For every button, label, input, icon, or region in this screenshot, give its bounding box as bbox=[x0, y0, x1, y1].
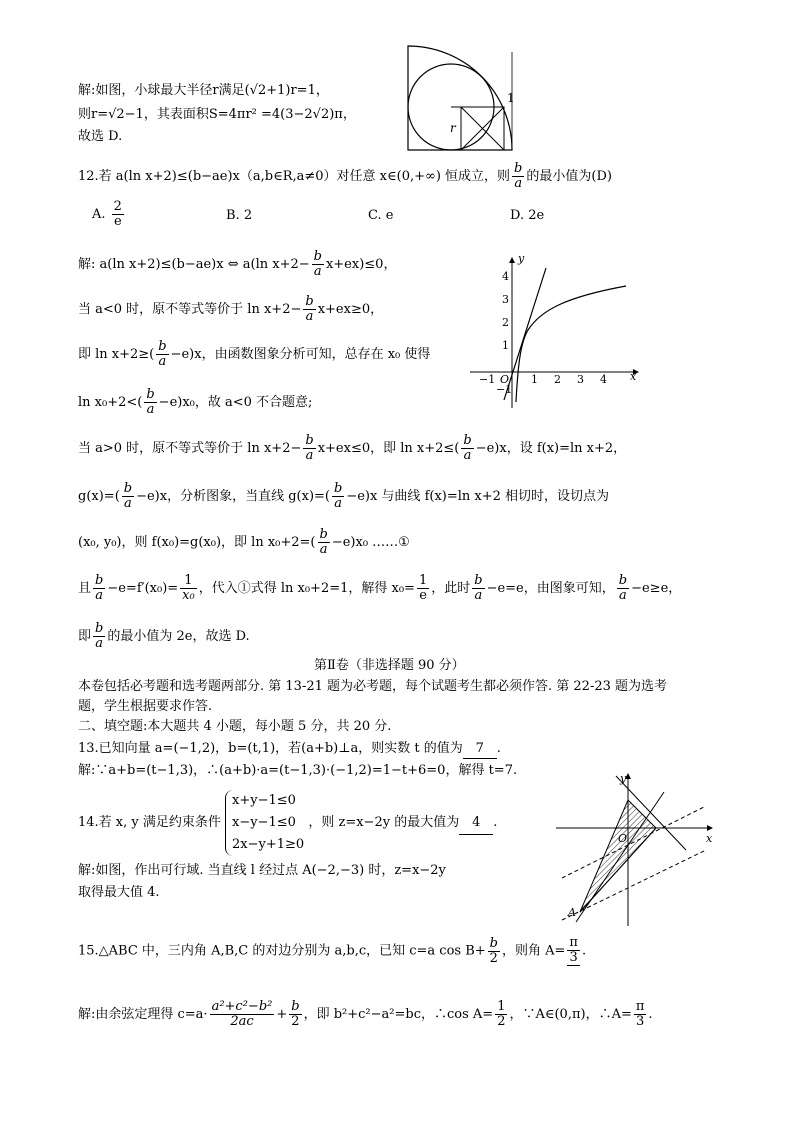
q12-solution-line-4: ln x₀+2<( $\frac{b}{a}$ −e)x₀，故 a<0 不合题意; bbox=[78, 387, 313, 417]
constraint-system: x+y−1≤0 x−y−1≤0 2x−y+1≥0 bbox=[225, 790, 304, 856]
part2-intro-1: 本卷包括必考题和选考题两部分. 第 13-21 题为必考题，每个试题考生都必须作答. 第 22-23 题为选考 bbox=[78, 679, 668, 694]
q13-answer: 7 bbox=[463, 740, 497, 759]
option-b: B. 2 bbox=[226, 208, 253, 223]
q11-solution-line-1: 解:如图，小球最大半径r满足(√2+1)r=1， bbox=[78, 83, 329, 98]
q12-solution-line-2: 当 a<0 时，原不等式等价于 ln x+2− $\frac{b}{a}$ x+ex≥0， bbox=[78, 294, 384, 324]
feasible-region-graph bbox=[556, 770, 716, 928]
q14-solution-2: 取得最大值 4. bbox=[78, 885, 160, 900]
label-r: r bbox=[450, 121, 456, 135]
quarter-circle-arc bbox=[408, 46, 512, 150]
part2-intro-2: 题，学生根据要求作答. bbox=[78, 699, 213, 714]
q12-solution-line-8: 且 $\frac{b}{a}$ −e=f′(x₀)= $\frac{1}{\text{x₀}}$ ，代入①式得 ln x₀+2=1，解得 x₀= $\frac{1}{e}$ ，此时 $\frac{b}{a}$ −e=e，由图象可知， $\frac{b}{a}$ −e≥e， bbox=[78, 573, 682, 603]
q11-solution-line-3: 故选 D. bbox=[78, 129, 123, 144]
q13-solution: 解:∵a+b=(t−1,3)，∴(a+b)·a=(t−1,3)·(−1,2)=1−t+6=0，解得 t=7. bbox=[78, 763, 518, 778]
y-tick: −1 bbox=[496, 383, 513, 396]
q11-solution-line-2: 则r=√2−1，其表面积S=4πr² =4(3−2√2)π， bbox=[78, 107, 356, 122]
y-tick: 3 bbox=[502, 293, 509, 306]
q14-answer: 4 bbox=[459, 812, 493, 835]
tangent-line bbox=[504, 268, 546, 400]
q12-solution-line-6: g(x)=( $\frac{b}{a}$ −e)x，分析图象，当直线 g(x)=( $\frac{b}{a}$ −e)x 与曲线 f(x)=ln x+2 相切时，设切点为 bbox=[78, 481, 610, 511]
fraction-b-over-a: $\frac{b}{a}$ bbox=[514, 161, 523, 191]
y-axis-label: y bbox=[518, 252, 525, 265]
y-tick: 1 bbox=[502, 339, 509, 352]
y-axis-label: y bbox=[620, 772, 627, 785]
q12-solution-line-5: 当 a>0 时，原不等式等价于 ln x+2− $\frac{b}{a}$ x+ex≤0，即 ln x+2≤( $\frac{b}{a}$ −e)x，设 f(x)=ln x+2， bbox=[78, 433, 627, 463]
label-one: 1 bbox=[507, 91, 515, 105]
q14-solution-1: 解:如图，作出可行域. 当直线 l 经过点 A(−2,−3) 时，z=x−2y bbox=[78, 863, 446, 878]
x-tick: 1 bbox=[531, 373, 538, 386]
x-axis-label: x bbox=[630, 370, 637, 383]
point-a-label: A bbox=[568, 906, 576, 919]
q12-stem: 12.若 a(ln x+2)≤(b−ae)x（a,b∈R,a≠0）对任意 x∈(0,+∞) 恒成立，则 $\frac{b}{a}$ 的最小值为(D) bbox=[78, 161, 612, 191]
feasible-region bbox=[580, 800, 656, 912]
option-d: D. 2e bbox=[510, 208, 545, 223]
q14-stem: 14.若 x, y 满足约束条件 x+y−1≤0 x−y−1≤0 2x−y+1≥0 ，则 z=x−2y 的最大值为 4 . bbox=[78, 790, 497, 856]
x-tick: 2 bbox=[554, 373, 561, 386]
x-tick: 3 bbox=[577, 373, 584, 386]
section-heading: 二、填空题:本大题共 4 小题，每小题 5 分，共 20 分. bbox=[78, 719, 392, 734]
option-a: A. $\frac{2}{e}$ bbox=[92, 199, 122, 229]
option-c: C. e bbox=[368, 208, 394, 223]
y-tick: 4 bbox=[502, 270, 509, 283]
part2-title: 第Ⅱ卷（非选择题 90 分） bbox=[314, 658, 465, 673]
x-tick: −1 bbox=[479, 373, 496, 386]
y-tick: 2 bbox=[502, 316, 509, 329]
q12-solution-line-1: 解: a(ln x+2)≤(b−ae)x ⇔ a(ln x+2− $\frac{b}{a}$ x+ex)≤0， bbox=[78, 249, 397, 279]
q15-stem: 15.△ABC 中，三内角 A,B,C 的对边分别为 a,b,c，已知 c=a cos B+ $\frac{b}{2}$ ，则角 A= $\frac{\pi}{3}$ . bbox=[78, 935, 587, 966]
objective-line-shifted bbox=[562, 850, 706, 920]
q13-stem: 13.已知向量 a=(−1,2)，b=(t,1)，若(a+b)⊥a，则实数 t 的值为 7 . bbox=[78, 740, 501, 759]
log-function-graph bbox=[466, 252, 646, 412]
q15-answer: $\frac{\pi}{3}$ bbox=[569, 935, 578, 965]
q12-solution-line-3: 即 ln x+2≥( $\frac{b}{a}$ −e)x，由函数图象分析可知，总存在 x₀ 使得 bbox=[78, 339, 431, 369]
q12-solution-line-7: (x₀, y₀)，则 f(x₀)=g(x₀)，即 ln x₀+2=( $\frac{b}{a}$ −e)x₀ ……① bbox=[78, 527, 410, 557]
quarter-circle-figure bbox=[398, 42, 528, 154]
x-tick: 4 bbox=[600, 373, 607, 386]
origin-label: O bbox=[500, 373, 510, 386]
q12-solution-line-9: 即 $\frac{b}{a}$ 的最小值为 2e，故选 D. bbox=[78, 621, 250, 651]
q15-solution: 解:由余弦定理得 c=a· $\frac{\text{a²+c²−b²}}{2ac}$ + $\frac{b}{2}$ ，即 b²+c²−a²=bc，∴cos A= $\frac{1}{2}$ ，∵A∈(0,π)，∴A= $\frac{\pi}{3}$ . bbox=[78, 999, 653, 1029]
x-axis-label: x bbox=[706, 832, 713, 845]
